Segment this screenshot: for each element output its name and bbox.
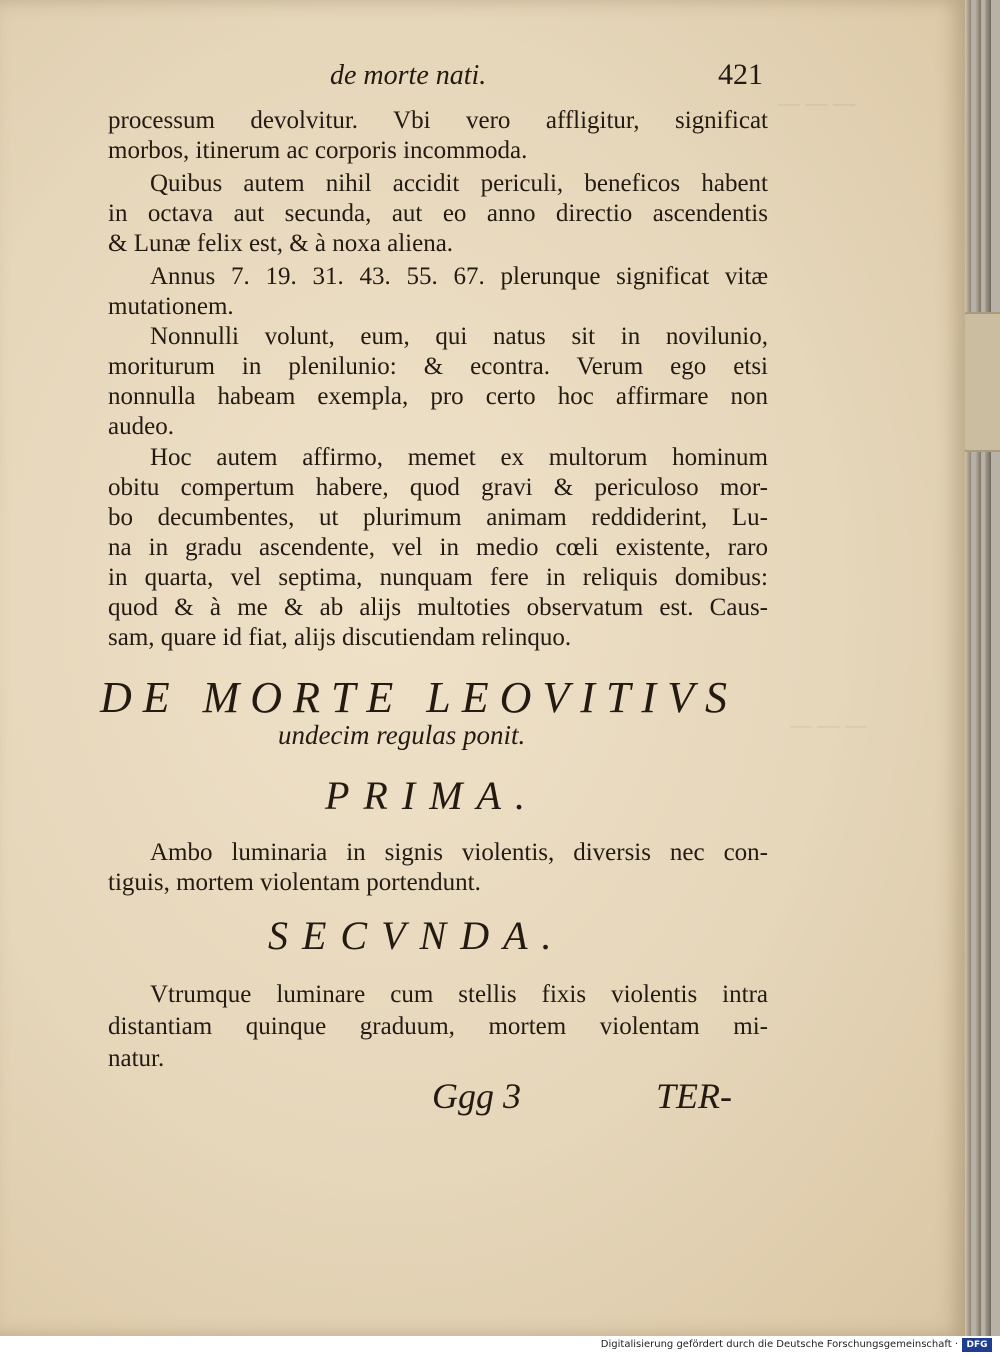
- text-line: processum devolvitur. Vbi vero affligitur, significat: [108, 107, 768, 134]
- catchword: TER-: [656, 1076, 732, 1116]
- text-line: morbos, itinerum ac corporis incommoda.: [108, 137, 528, 164]
- rule-title: PRIMA.: [325, 773, 539, 818]
- page-number: 421: [718, 58, 763, 91]
- text-line: Hoc autem affirmo, memet ex multorum hominum: [150, 444, 768, 471]
- running-head: de morte nati.: [330, 60, 487, 91]
- page-edge: [985, 0, 991, 1336]
- text-line: bo decumbentes, ut plurimum animam reddiderint, Lu-: [108, 504, 768, 531]
- text-line: moriturum in plenilunio: & econtra. Verum ego etsi: [108, 353, 768, 380]
- text-line: sam, quare id fiat, alijs discutiendam relinquo.: [108, 624, 572, 651]
- text-line: & Lunæ felix est, & à noxa aliena.: [108, 230, 454, 257]
- text-line: nonnulla habeam exempla, pro certo hoc affirmare non: [108, 383, 768, 410]
- text-line: quod & à me & ab alijs multoties observatum est. Caus-: [108, 594, 768, 621]
- text-line: mutationem.: [108, 293, 234, 320]
- rule-title: SECVNDA.: [268, 913, 566, 958]
- text-line: audeo.: [108, 413, 174, 440]
- dfg-logo: DFG: [962, 1338, 992, 1352]
- text-line: na in gradu ascendente, vel in medio cœli existente, raro: [108, 534, 768, 561]
- rule-text-line: distantiam quinque graduum, mortem violentam mi-: [108, 1013, 768, 1040]
- rule-text-line: tiguis, mortem violentam portendunt.: [108, 869, 481, 896]
- rule-text-line: natur.: [108, 1045, 165, 1072]
- text-line: Quibus autem nihil accidit periculi, beneficos habent: [150, 170, 768, 197]
- show-through: ― ― ―: [778, 90, 855, 115]
- signature-mark: Ggg 3: [432, 1076, 521, 1116]
- text-line: in quarta, vel septima, nunquam fere in reliquis domibus:: [108, 564, 768, 591]
- rule-text-line: Ambo luminaria in signis violentis, diversis nec con-: [150, 839, 768, 866]
- funding-notice: Digitalisierung gefördert durch die Deutsche Forschungsgemeinschaft ·: [600, 1339, 958, 1350]
- rule-text-line: Vtrumque luminare cum stellis fixis violentis intra: [150, 981, 768, 1008]
- section-heading: DE MORTE LEOVITIVS: [100, 673, 738, 722]
- section-subheading: undecim regulas ponit.: [278, 720, 526, 750]
- text-line: in octava aut secunda, aut eo anno directio ascendentis: [108, 200, 768, 227]
- text-line: Annus 7. 19. 31. 43. 55. 67. plerunque significat vitæ: [150, 263, 768, 290]
- text-line: obitu compertum habere, quod gravi & periculoso mor-: [108, 474, 768, 501]
- footer-bar: [0, 1336, 1000, 1356]
- page-edge: [965, 0, 971, 1336]
- show-through: ― ― ―: [790, 712, 867, 737]
- text-line: Nonnulli volunt, eum, qui natus sit in novilunio,: [150, 323, 768, 350]
- page-edge: [975, 0, 981, 1336]
